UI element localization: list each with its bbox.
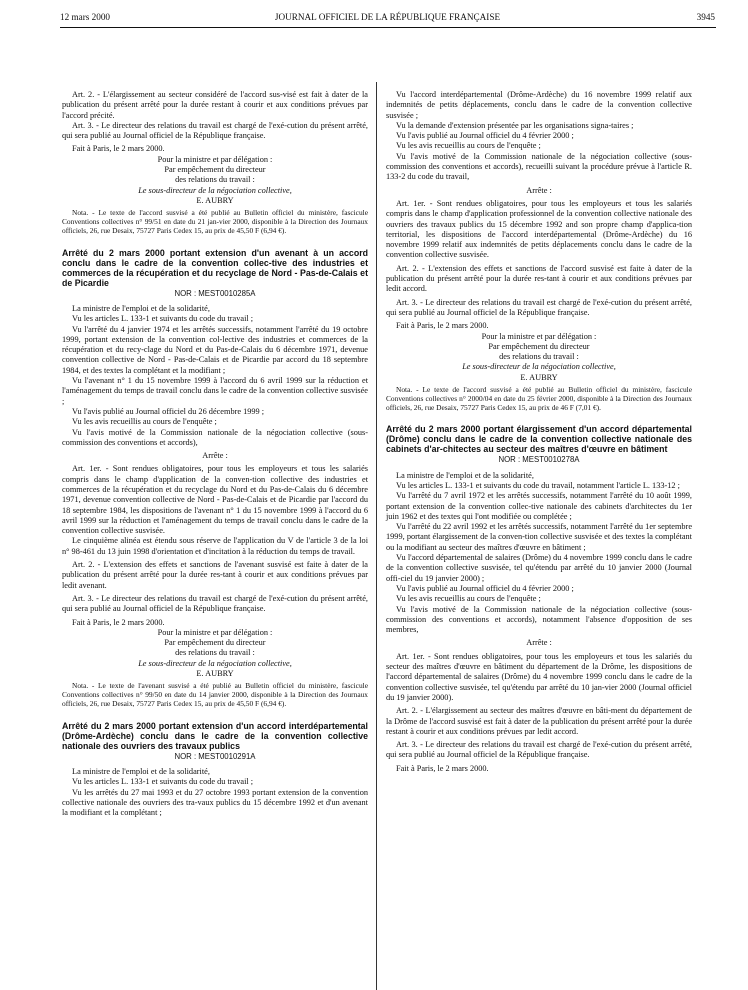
article-paragraph: Art. 2. - L'élargissement au secteur considéré de l'accord sus-visé est fait à dater de la publication du présent arrêté pour la durée restant à courir et aux conditions prévues par l'accord précité. xyxy=(62,90,368,120)
visa-paragraph: Vu les avis recueillis au cours de l'enquête ; xyxy=(396,141,541,151)
signature-name: E. AUBRY xyxy=(196,669,234,679)
nor-reference: NOR : MESТ0010285A xyxy=(174,288,256,298)
article-paragraph: Art. 1er. - Sont rendues obligatoires, pour tous les employeurs et tous les salariés compris dans le champ d'application de la conven-tion collective des industries et commerces de la récupération et du recyclage du Nord et du Pas-de-Calais du 6 décembre 1971, devenue convention collective de Nord - Pas-de-Calais et de Picardie par l'accord du 18 septembre 1984, les dispositions de l'avenant n° 1 du 15 novembre 1999 à l'accord du 6 avril 1999 sur la réduction et l'aménagement du temps de travail conclu dans le cadre de la convention collective susvisée. xyxy=(62,464,368,536)
signature-line: Par empêchement du directeur xyxy=(164,165,266,175)
visa-paragraph: Vu l'avis motivé de la Commission nationale de la négociation collective (sous-commission des conventions et accords), notamment l'absence d'opposition de ses membres, xyxy=(386,604,692,635)
page-header xyxy=(60,12,715,26)
visa-paragraph: Vu les avis recueillis au cours de l'enquête ; xyxy=(396,594,541,604)
signature-date: Fait à Paris, le 2 mars 2000. xyxy=(396,321,489,331)
article-paragraph: Art. 2. - L'élargissement au secteur des maîtres d'œuvre en bâti-ment du département de la Drôme de l'accord susvisé est fait à dater de la publication du présent arrêté pour la durée restant à courir et aux conditions prévues par ledit accord. xyxy=(386,706,692,736)
decree-title: Arrêté du 2 mars 2000 portant élargissement d'un accord départemental (Drôme) conclu dans le cadre de la convention collective nationale des cabinets d'ar-chitectes au secteur des maîtres d'œuvre en bâtiment xyxy=(386,424,692,455)
visa-paragraph: Vu l'avis publié au Journal officiel du 4 février 2000 ; xyxy=(396,583,574,593)
visa-paragraph: La ministre de l'emploi et de la solidarité, xyxy=(72,767,210,777)
header-page-number: 3945 xyxy=(696,12,715,22)
header-date: 12 mars 2000 xyxy=(60,12,111,22)
decree-title: Arrêté du 2 mars 2000 portant extension d'un accord interdépartemental (Drôme-Ardèche) conclu dans le cadre de la convention collective nationale des ouvriers des travaux publics xyxy=(62,720,368,751)
visa-paragraph: Vu l'accord départemental de salaires (Drôme) du 4 novembre 1999 conclu dans le cadre de la convention collective susvisée, tel qu'étendu par arrêté du 10 janvier 2000 (Journal offi-ciel du 19 janvier 2000) ; xyxy=(386,553,692,583)
article-paragraph: Art. 3. - Le directeur des relations du travail est chargé de l'exé-cution du présent arrêté, qui sera publié au Journal officiel de la République française. xyxy=(386,740,692,760)
visa-paragraph: Vu l'accord interdépartemental (Drôme-Ardèche) du 16 novembre 1999 relatif aux indemnités de petits déplacements, conclu dans le cadre de la convention collective susvisée ; xyxy=(386,90,692,120)
signature-name: E. AUBRY xyxy=(196,195,234,205)
signature-line: des relations du travail : xyxy=(175,648,255,658)
signature-date: Fait à Paris, le 2 mars 2000. xyxy=(72,144,165,154)
signature-line: Le sous-directeur de la négociation collective, xyxy=(138,658,292,668)
article-paragraph: Art. 1er. - Sont rendues obligatoires, pour tous les employeurs et tous les salariés du secteur des maîtres d'œuvre en bâtiment du département de la Drôme, les dispositions de l'accord départemental de salaires (Drôme) du 4 novembre 1999 conclu dans le cadre de la convention collective susvisée, tel qu'étendu par arrêté du 10 jan-vier 2000 (Journal officiel du 19 janvier 2000). xyxy=(386,651,692,702)
visa-paragraph: Vu l'arrêté du 7 avril 1972 et les arrêtés successifs, notamment l'arrêté du 10 août 1999, portant extension de la convention collec-tive nationale des cabinets d'architectes du 1er juin 1962 et des textes qui l'ont modifiée ou complétée ; xyxy=(386,491,692,521)
nor-reference: NOR : MEST0010291A xyxy=(174,751,256,761)
arrete-heading: Arrête : xyxy=(202,451,228,461)
article-paragraph: Art. 3. - Le directeur des relations du travail est chargé de l'exé-cution du présent arrêté, qui sera publié au Journal officiel de la République française. xyxy=(62,120,368,141)
visa-paragraph: Vu l'arrêté du 4 janvier 1974 et les arrêtés successifs, notamment l'arrêté du 19 octobre 1999, portant extension de la convention col-lective des industries et commerces de la récupération et du recy-clage du Nord et du Pas-de-Calais du 6 décembre 1971, devenue convention collective de Nord - Pas-de-Calais et de Picardie par accord du 18 septembre 1984, et des textes la complétant et la modifiant ; xyxy=(62,324,368,375)
arrete-heading: Arrête : xyxy=(526,185,552,195)
article-paragraph: Le cinquième alinéa est étendu sous réserve de l'application du V de l'article 3 de la loi n° 98-461 du 13 juin 1998 d'orientation et d'incitation à la réduction du temps de travail. xyxy=(62,536,368,556)
article-paragraph: Art. 3. - Le directeur des relations du travail est chargé de l'exé-cution du présent arrêté, qui sera publié au Journal officiel de la République française. xyxy=(386,297,692,317)
signature-line: des relations du travail : xyxy=(499,352,579,362)
signature-block xyxy=(62,155,368,206)
signature-block xyxy=(386,332,692,383)
visa-paragraph: Vu l'avenant n° 1 du 15 novembre 1999 à l'accord du 6 avril 1999 sur la réduction et l'aménagement du temps de travail conclu dans le cadre de la convention collective susvisée ; xyxy=(62,376,368,406)
nota: Nota. - Le texte de l'avenant susvisé a été publié au Bulletin officiel du ministère, fascicule Conventions collectives n° 99/50 en date du 14 janvier 2000, disponible à la Direction des Journaux officiels, 26, rue Desaix, 75727 Paris Cedex 15, au prix de 45,50 F (6,94 €). xyxy=(62,681,368,708)
signature-line: Pour la ministre et par délégation : xyxy=(157,154,273,164)
visa-paragraph: Vu la demande d'extension présentée par les organisations signa-taires ; xyxy=(396,120,634,130)
visa-paragraph: Vu les articles L. 133-1 et suivants du code du travail ; xyxy=(72,314,254,324)
decree-title: Arrêté du 2 mars 2000 portant extension d'un avenant à un accord conclu dans le cadre de la convention collec-tive des industries et commerces de la récupération et du recyclage de Nord - Pas-de-Calais et de Picardie xyxy=(62,247,368,288)
visa-paragraph: Vu l'arrêté du 22 avril 1992 et les arrêtés successifs, notamment l'arrêté du 1er septembre 1999, portant élargissement de la conven-tion collective susvisée et des textes la complétant ou la modifiant au secteur des maîtres d'œuvre en bâtiment ; xyxy=(386,522,692,552)
nor-reference: NOR : MEST0010278A xyxy=(498,455,580,465)
header-journal-title: JOURNAL OFFICIEL DE LA RÉPUBLIQUE FRANÇAISE xyxy=(274,12,501,22)
signature-line: Le sous-directeur de la négociation collective, xyxy=(138,185,292,195)
left-column xyxy=(62,90,368,819)
signature-line: Par empêchement du directeur xyxy=(488,341,590,351)
visa-paragraph: Vu les articles L. 133-1 et suivants du code du travail ; xyxy=(72,777,254,787)
nota: Nota. - Le texte de l'accord susvisé a été publié au Bulletin officiel du ministère, fascicule Conventions collectives n° 2000/04 en date du 25 février 2000, disponible à la Direction des Journaux officiels, 26, rue Desaix, 75727 Paris Cedex 15, au prix de 46 F (7,01 €). xyxy=(386,385,692,412)
signature-name: E. AUBRY xyxy=(520,372,558,382)
signature-block xyxy=(62,628,368,679)
article-paragraph: Art. 3. - Le directeur des relations du travail est chargé de l'exé-cution du présent arrêté, qui sera publié au Journal officiel de la République française. xyxy=(62,593,368,614)
visa-paragraph: La ministre de l'emploi et de la solidarité, xyxy=(396,470,534,480)
article-paragraph: Art. 2. - L'extension des effets et sanctions de l'avenant susvisé est faite à dater de la publication du présent arrêté pour la durée res-tant à courir et aux conditions prévues par ledit avenant. xyxy=(62,560,368,590)
visa-paragraph: Vu l'avis publié au Journal officiel du 26 décembre 1999 ; xyxy=(72,406,265,416)
article-paragraph: Art. 2. - L'extension des effets et sanctions de l'accord susvisé est faite à dater de la publication du présent arrêté pour la durée res-tant à courir et aux conditions prévues par ledit accord. xyxy=(386,263,692,294)
signature-line: Par empêchement du directeur xyxy=(164,638,266,648)
signature-line: Pour la ministre et par délégation : xyxy=(481,331,597,341)
visa-paragraph: Vu les arrêtés du 27 mai 1993 et du 27 octobre 1993 portant extension de la convention collective nationale des ouvriers des tra-vaux publics du 15 décembre 1992 et d'un avenant la modifiant et la complétant ; xyxy=(62,787,368,818)
signature-line: des relations du travail : xyxy=(175,175,255,185)
visa-paragraph: Vu l'avis motivé de la Commission nationale de la négociation collective (sous-commission des conventions et accords), xyxy=(62,427,368,447)
visa-paragraph: La ministre de l'emploi et de la solidarité, xyxy=(72,303,210,313)
visa-paragraph: Vu les articles L. 133-1 et suivants du code du travail, notamment l'article L. 133-12 ; xyxy=(396,481,680,490)
signature-line: Le sous-directeur de la négociation collective, xyxy=(462,362,616,372)
visa-paragraph: Vu les avis recueillis au cours de l'enquête ; xyxy=(72,417,217,427)
article-paragraph: Art. 1er. - Sont rendues obligatoires, pour tous les employeurs et tous les salariés compris dans le champ d'application professionnel de la convention collective nationale des ouvriers des travaux publics du 15 décembre 1992 and son propre champ d'applica-tion territorial, les dispositions de l'accord interdépartemental (Drôme-Ardèche) du 16 novembre 1999 relatif aux indemnités de petits déplacements conclu dans le cadre de la convention collective susvisée. xyxy=(386,198,692,260)
column-divider xyxy=(376,82,377,990)
arrete-heading: Arrête : xyxy=(526,638,552,648)
signature-line: Pour la ministre et par délégation : xyxy=(157,627,273,637)
right-column xyxy=(386,90,692,774)
visa-paragraph: Vu l'avis motivé de la Commission nationale de la négociation collective (sous-commission des conventions et accords), recueilli suivant la procédure prévue à l'article R. 133-2 du code du travail, xyxy=(386,151,692,182)
signature-date: Fait à Paris, le 2 mars 2000. xyxy=(396,763,489,773)
signature-date: Fait à Paris, le 2 mars 2000. xyxy=(72,617,165,627)
visa-paragraph: Vu l'avis publié au Journal officiel du 4 février 2000 ; xyxy=(396,131,574,141)
nota: Nota. - Le texte de l'accord susvisé a été publié au Bulletin officiel du ministère, fascicule Conventions collectives n° 99/51 en date du 21 jan-vier 2000, disponible à la Direction des Journaux officiels, 26, rue Desaix, 75727 Paris Cedex 15, au prix de 45,50 F (6,94 €). xyxy=(62,208,368,235)
header-rule xyxy=(60,27,716,28)
